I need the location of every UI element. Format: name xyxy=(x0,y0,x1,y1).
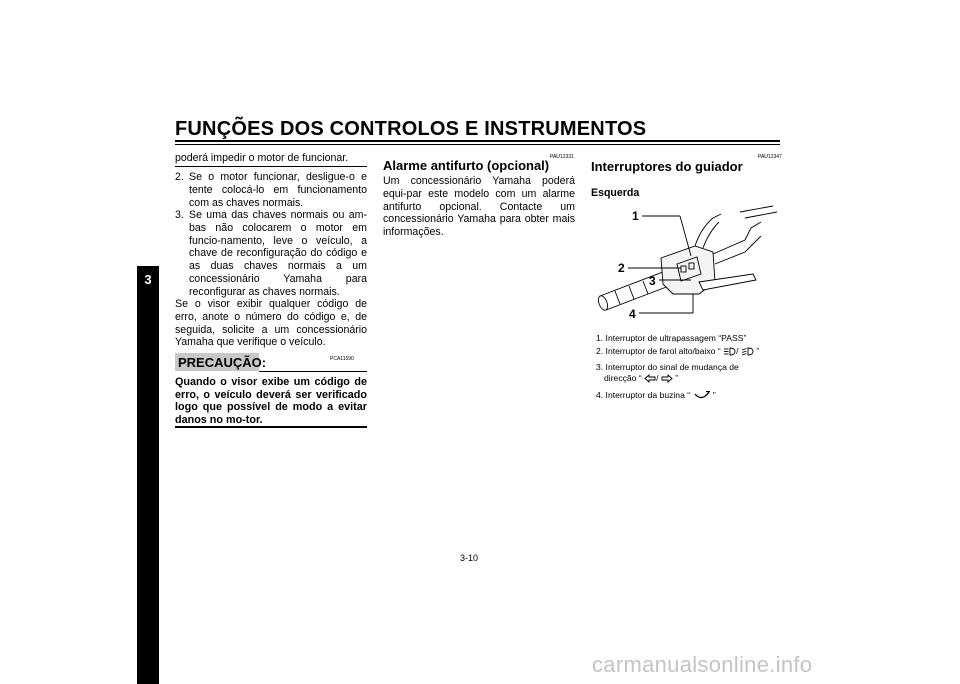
section-title-alarm: Alarme antifurto (opcional) xyxy=(383,158,550,173)
header-rule xyxy=(175,140,780,142)
horn-icon xyxy=(693,391,711,400)
caption-2: 2. Interruptor de farol alto/baixo “ / ” xyxy=(596,346,760,356)
page-number: 3-10 xyxy=(460,553,479,563)
page-title: FUNÇÕES DOS CONTROLOS E INSTRUMENTOS xyxy=(175,118,647,140)
figure-label-1: 1 xyxy=(632,209,639,223)
list-item-text: Se uma das chaves normais ou am-bas não colocarem o motor em funcio-namento, leve o veículo, a chave de reconfiguração do código e as duas chaves normais a um concessionário Yamaha para reconfigurar as chaves normais. xyxy=(189,209,367,298)
high-beam-icon xyxy=(723,347,736,356)
turn-right-icon xyxy=(661,374,673,383)
caption-1: 1. Interruptor de ultrapassagem “PASS” xyxy=(596,333,747,343)
figure-label-4: 4 xyxy=(629,307,636,321)
turn-left-icon xyxy=(644,374,656,383)
error-code-paragraph: Se o visor exibir qualquer código de erro, anote o número do código e, de seguida, solicite a um concessionário Yamaha que verifique o veículo. xyxy=(175,298,367,349)
chapter-tab-number: 3 xyxy=(144,272,152,287)
chapter-tab xyxy=(137,266,159,684)
caution-text: Quando o visor exibe um código de erro, o veículo deverá ser verificado logo que possível de modo a evitar danos no mo-tor. xyxy=(175,376,367,426)
list-item-number: 2. xyxy=(175,171,184,183)
caution-bottom-rule xyxy=(175,426,367,428)
header-rule-thin xyxy=(175,144,780,145)
watermark: carmanualsonline.info xyxy=(592,652,813,677)
low-beam-icon xyxy=(741,347,754,356)
caution-code: PCA11590 xyxy=(330,356,354,362)
caution-label: PRECAUÇÃO: xyxy=(178,355,267,370)
list-item-text: Se o motor funcionar, desligue-o e tente colocá-lo em funcionamento com as chaves normais. xyxy=(189,171,367,209)
caption-3-continued: direcção “ / ” xyxy=(604,373,679,383)
alarm-text: Um concessionário Yamaha poderá equi-par este modelo com um alarme antifurto opcional. Contacte um concessionário Yamaha para obter mais informações. xyxy=(383,175,575,239)
caption-3: 3. Interruptor do sinal de mudança de xyxy=(596,362,739,372)
figure-label-3: 3 xyxy=(649,274,656,288)
caption-4: 4. Interruptor da buzina “ ” xyxy=(596,390,716,400)
separator-line xyxy=(175,166,367,167)
section-title-switches: Interruptores do guiador xyxy=(591,159,743,174)
list-item-number: 3. xyxy=(175,209,184,221)
section-code: PAU12347 xyxy=(758,154,782,160)
handlebar-switch-illustration xyxy=(595,200,780,328)
section-code: PAU12331 xyxy=(550,154,574,160)
intro-text: poderá impedir o motor de funcionar. xyxy=(175,152,349,164)
figure-label-2: 2 xyxy=(618,261,625,275)
section-subtitle: Esquerda xyxy=(591,187,640,199)
caution-rule xyxy=(259,371,367,372)
